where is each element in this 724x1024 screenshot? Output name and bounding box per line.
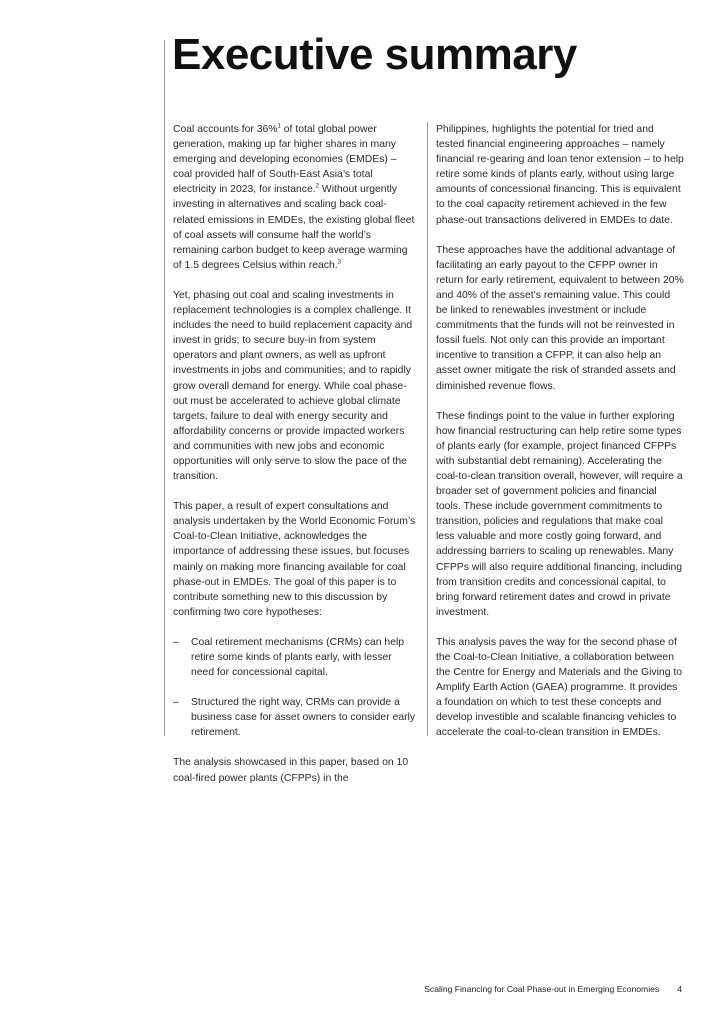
paragraph-findings: These findings point to the value in further exploring how financial restructuring can help retire some types of plants early (for example, project financed CFPPs with substantial debt remaining). Accelerating the coal-to-clean transition overall, however, will require a broader set of government policies and financial tools. These include government commitments to transition, policies and regulations that make coal less valuable and more costly going forward, and addressing barriers to scaling up renewables. Many CFPPs will also require additional financing, including from transition credits and concessional capital, to bring forward retirement dates and crowd in private investment.: [436, 410, 683, 618]
bullet-dash: –: [173, 636, 179, 648]
paragraph-analysis: The analysis showcased in this paper, based on 10 coal-fired power plants (CFPPs) in the: [173, 757, 409, 784]
left-column: [173, 122, 417, 801]
footnote-ref[interactable]: 3: [337, 259, 341, 266]
hypothesis-bullet: [173, 635, 417, 680]
paragraph-coal-share: [173, 122, 417, 273]
bullet-text: Coal retirement mechanisms (CRMs) can help retire some kinds of plants early, with lesser need for concessional capital.: [191, 636, 405, 679]
paragraph-challenge: Yet, phasing out coal and scaling investments in replacement technologies is a complex challenge. It includes the need to build replacement capacity and invest in grids; to secure buy-in from system operators and plant owners, as well as upfront investments in jobs and communities; and to rapidly grow overall demand for energy. While coal phase-out must be accelerated to achieve global climate targets, failure to deal with energy security and affordability concerns or provide impacted workers and communities with new jobs and economic opportunities will only serve to slow the pace of the transition.: [173, 289, 413, 483]
page-number: 4: [677, 984, 682, 994]
footnote-ref[interactable]: 2: [315, 183, 319, 190]
paragraph-advantages: These approaches have the additional advantage of facilitating an early payout to the CFPP owner in return for early retirement, equivalent to between 20% and 40% of the asset’s remaining value. This could be linked to renewables investment or include commitments that the funds will not be reinvested in fossil fuels. Not only can this provide an important incentive to transition a CFPP, it can also help an asset owner mitigate the risk of stranded assets and diminished revenue flows.: [436, 244, 684, 392]
page-footer: [424, 984, 682, 994]
column-divider-rule: [427, 122, 428, 736]
hypothesis-bullet: [173, 695, 417, 740]
footnote-ref[interactable]: 1: [277, 123, 281, 130]
bullet-dash: –: [173, 697, 179, 709]
paragraph-next-phase: This analysis paves the way for the second phase of the Coal-to-Clean Initiative, a collaboration between the Centre for Energy and Materials and the Giving to Amplify Earth Action (GAEA) programme. It provides a foundation on which to test these concepts and develop investible and scalable financing vehicles to accelerate the coal-to-clean transition in EMDEs.: [436, 636, 683, 739]
bullet-text: Structured the right way, CRMs can provide a business case for asset owners to consider early retirement.: [191, 697, 416, 739]
footer-document-title: Scaling Financing for Coal Phase-out in Emerging Economies: [424, 984, 660, 994]
page-title: Executive summary: [172, 30, 577, 79]
paragraph-paper-intro: This paper, a result of expert consultations and analysis undertaken by the World Economic Forum’s Coal-to-Clean Initiative, acknowledges the importance of addressing these issues, but focuses mainly on making more financing available for coal phase-out in EMDEs. The goal of this paper is to contribute something new to this discussion by confirming two core hypotheses:: [173, 501, 416, 618]
left-margin-rule: [164, 40, 165, 736]
paragraph-philippines: Philippines, highlights the potential for tried and tested financial engineering approaches – namely financial re-gearing and loan tenor extension – to help retire some kinds of plants early, without using large amounts of concessional financing. This is equivalent to the coal capacity retirement achieved in the few phase-out transactions delivered in EMDEs to date.: [436, 124, 684, 226]
paragraph-text: Coal accounts for 36%: [173, 124, 278, 135]
paragraph-text: Without urgently investing in alternatives and scaling back coal-related emissions in EMDEs, the existing global fleet of coal assets will consume half the world’s remaining carbon budget to keep average warming of 1.5 degrees Celsius within reach.: [173, 184, 415, 271]
right-column: [436, 122, 684, 756]
paragraph-text: of total global power generation, making up far higher shares in many emerging and developing economies (EMDEs) – coal provided half of South-East Asia’s total electricity in 2023, for instance.: [173, 124, 397, 196]
